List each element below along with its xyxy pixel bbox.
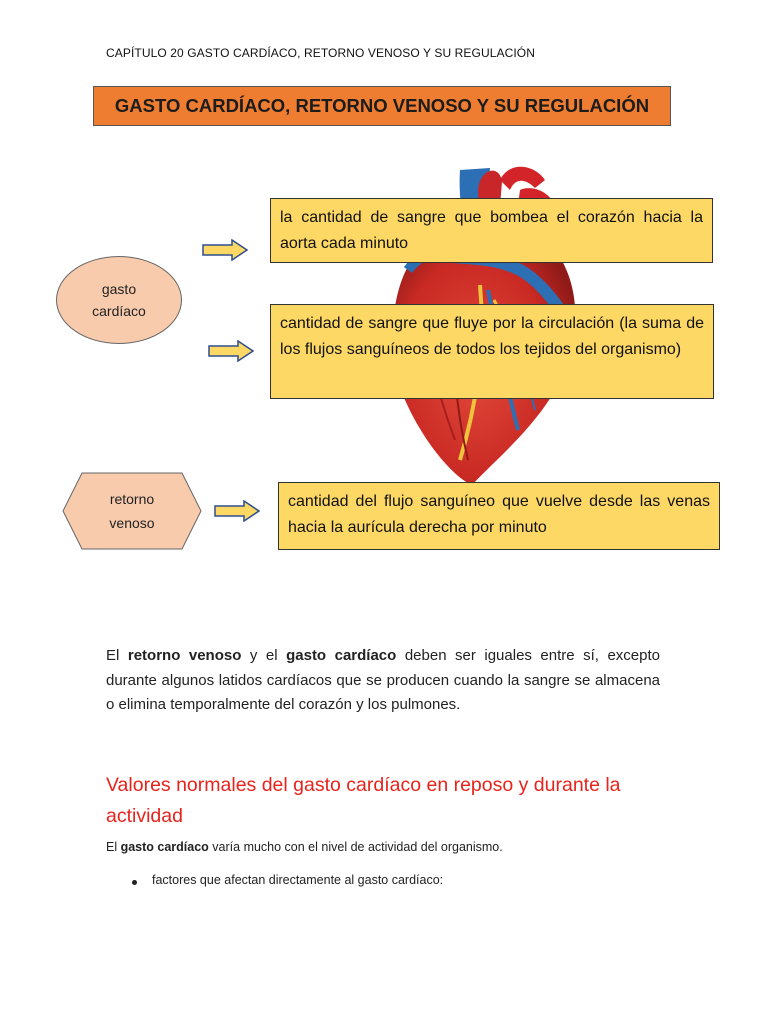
page-title: GASTO CARDÍACO, RETORNO VENOSO Y SU REGULACIÓN <box>114 95 650 116</box>
section-paragraph <box>106 840 503 854</box>
arrow-right-icon <box>202 239 248 261</box>
hexagon-label-line2: venoso <box>109 515 155 531</box>
section-text-1: El <box>106 840 121 854</box>
definition-box-1: la cantidad de sangre que bombea el corazón hacia la aorta cada minuto <box>270 198 713 263</box>
hexagon-label <box>62 472 202 550</box>
section-heading: Valores normales del gasto cardíaco en reposo y durante la actividad <box>106 774 621 827</box>
para-text-1: El <box>106 647 128 664</box>
bullet-dot-icon <box>132 880 137 885</box>
chapter-header: CAPÍTULO 20 GASTO CARDÍACO, RETORNO VENOSO Y SU REGULACIÓN <box>106 46 536 60</box>
hexagon-label-line1: retorno <box>109 491 155 507</box>
ellipse-label-line2: cardíaco <box>92 303 146 319</box>
definition-box-2: cantidad de sangre que fluye por la circulación (la suma de los flujos sanguíneos de todos los tejidos del organismo) <box>270 304 714 399</box>
body-paragraph <box>106 644 660 718</box>
para-text-3: deben ser iguales entre sí, excepto durante algunos latidos cardíacos que se producen cuando la sangre se almacena o elimina temporalmente del corazón y los pulmones. <box>106 647 661 713</box>
title-box <box>93 86 671 126</box>
section-text-2: varía mucho con el nivel de actividad del organismo. <box>208 840 503 854</box>
gasto-cardiaco-ellipse <box>56 256 182 344</box>
ellipse-label-line1: gasto <box>101 281 137 297</box>
definition-box-3: cantidad del flujo sanguíneo que vuelve desde las venas hacia la aurícula derecha por minuto <box>278 482 720 550</box>
bullet-item: factores que afectan directamente al gasto cardíaco: <box>152 873 444 887</box>
para-bold-gasto: gasto cardíaco <box>286 647 397 664</box>
para-bold-retorno: retorno venoso <box>127 647 242 664</box>
section-bold-gasto: gasto cardíaco <box>120 840 209 854</box>
arrow-right-icon <box>214 500 260 522</box>
para-text-2: y el <box>241 647 287 664</box>
arrow-right-icon <box>208 340 254 362</box>
